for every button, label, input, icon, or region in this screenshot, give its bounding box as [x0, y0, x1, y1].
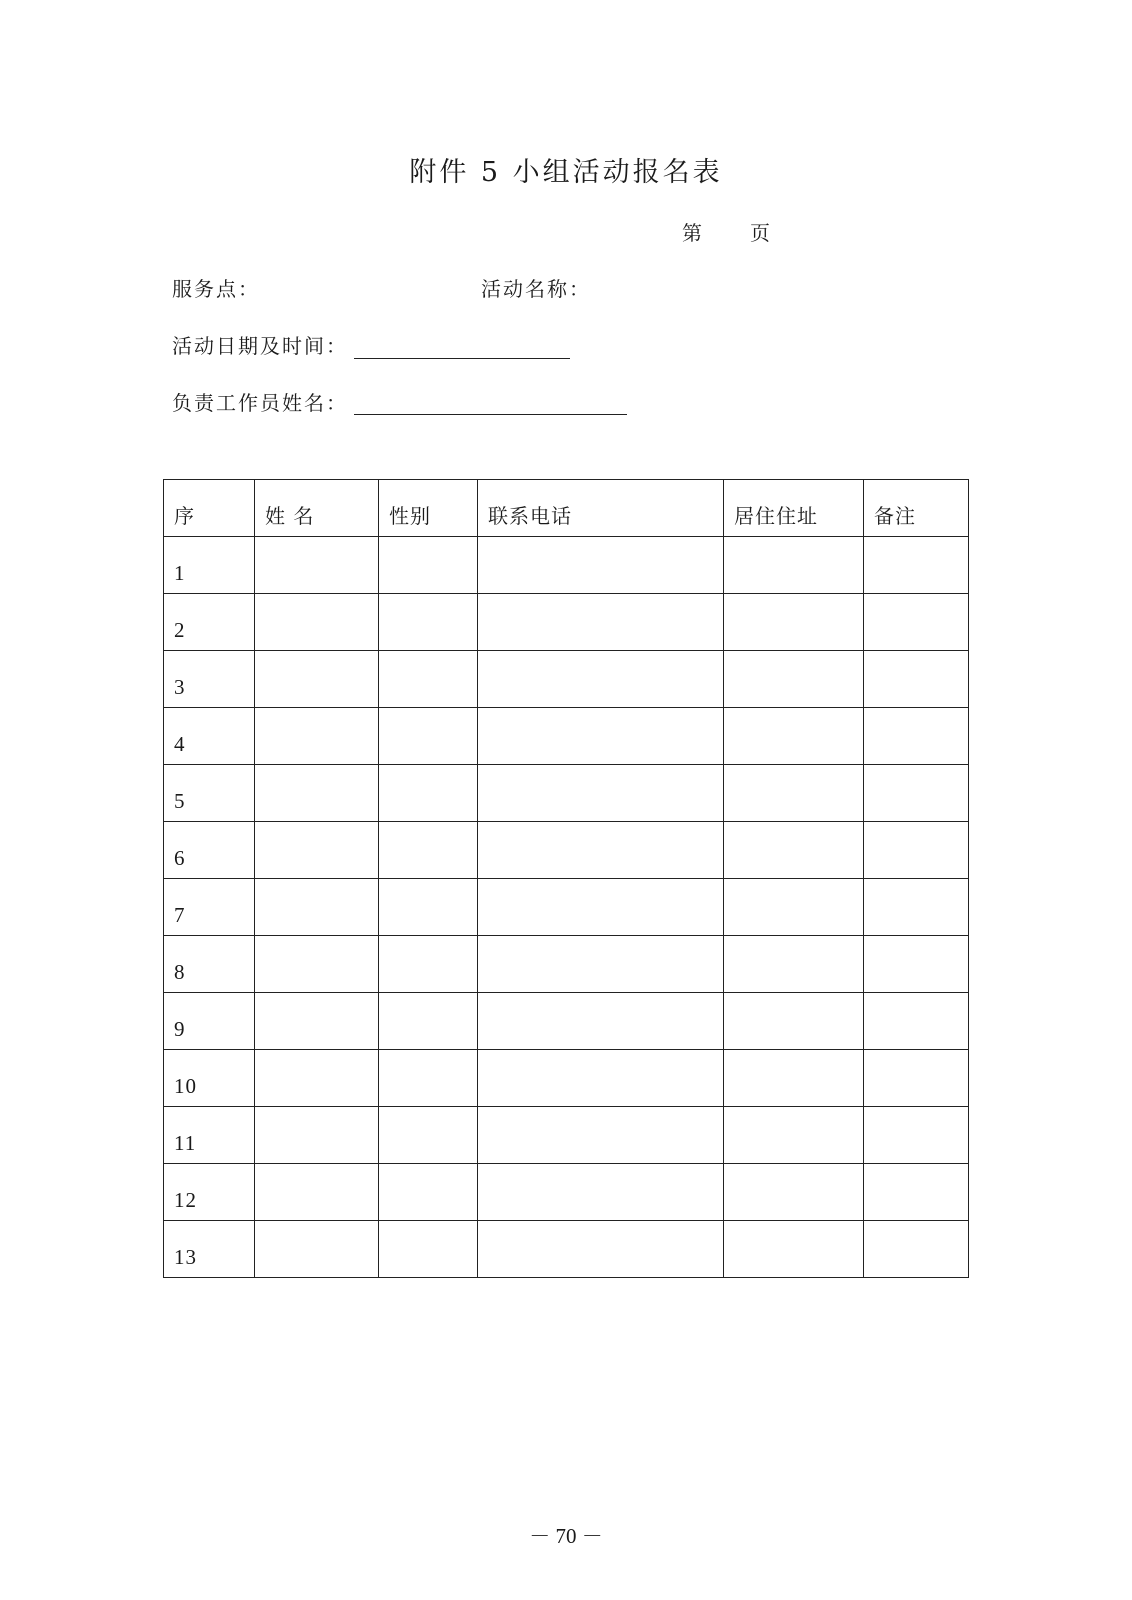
row-index-cell: 5	[164, 765, 255, 822]
address-cell[interactable]	[724, 993, 864, 1050]
remarks-cell[interactable]	[864, 765, 969, 822]
row-index-cell: 10	[164, 1050, 255, 1107]
name-cell[interactable]	[255, 708, 379, 765]
header-gender: 性别	[379, 480, 478, 537]
row-index-cell: 9	[164, 993, 255, 1050]
remarks-cell[interactable]	[864, 936, 969, 993]
staff-name-blank	[354, 414, 627, 415]
address-cell[interactable]	[724, 594, 864, 651]
staff-name-label: 负责工作员姓名：	[172, 391, 348, 415]
gender-cell[interactable]	[379, 1050, 478, 1107]
phone-cell[interactable]	[478, 765, 724, 822]
page-number: － 70 －	[529, 1524, 603, 1548]
row-index-cell: 4	[164, 708, 255, 765]
table-row	[164, 765, 969, 822]
name-cell[interactable]	[255, 1221, 379, 1278]
table-body	[164, 537, 969, 1278]
service-point-label: 服务点：	[172, 277, 260, 301]
remarks-cell[interactable]	[864, 651, 969, 708]
header-address: 居住住址	[724, 480, 864, 537]
table-row	[164, 1107, 969, 1164]
address-cell[interactable]	[724, 879, 864, 936]
gender-cell[interactable]	[379, 1164, 478, 1221]
phone-cell[interactable]	[478, 537, 724, 594]
gender-cell[interactable]	[379, 822, 478, 879]
table-row	[164, 1221, 969, 1278]
row-index-cell: 3	[164, 651, 255, 708]
name-cell[interactable]	[255, 1164, 379, 1221]
name-cell[interactable]	[255, 594, 379, 651]
remarks-cell[interactable]	[864, 1107, 969, 1164]
row-index-cell: 1	[164, 537, 255, 594]
table-row	[164, 993, 969, 1050]
name-cell[interactable]	[255, 936, 379, 993]
row-index-cell: 2	[164, 594, 255, 651]
remarks-cell[interactable]	[864, 1050, 969, 1107]
address-cell[interactable]	[724, 1221, 864, 1278]
registration-table	[163, 479, 969, 1278]
gender-cell[interactable]	[379, 765, 478, 822]
remarks-cell[interactable]	[864, 1164, 969, 1221]
phone-cell[interactable]	[478, 708, 724, 765]
remarks-cell[interactable]	[864, 1221, 969, 1278]
remarks-cell[interactable]	[864, 822, 969, 879]
gender-cell[interactable]	[379, 651, 478, 708]
table-row	[164, 1050, 969, 1107]
remarks-cell[interactable]	[864, 993, 969, 1050]
header-index: 序	[164, 480, 255, 537]
name-cell[interactable]	[255, 1107, 379, 1164]
document-title: 附件 5 小组活动报名表	[409, 157, 723, 188]
row-index-cell: 7	[164, 879, 255, 936]
table-row	[164, 537, 969, 594]
phone-cell[interactable]	[478, 936, 724, 993]
phone-cell[interactable]	[478, 651, 724, 708]
address-cell[interactable]	[724, 765, 864, 822]
page-indicator	[682, 217, 770, 246]
name-cell[interactable]	[255, 993, 379, 1050]
header-remarks: 备注	[864, 480, 969, 537]
remarks-cell[interactable]	[864, 879, 969, 936]
phone-cell[interactable]	[478, 879, 724, 936]
phone-cell[interactable]	[478, 1050, 724, 1107]
gender-cell[interactable]	[379, 879, 478, 936]
row-index-cell: 11	[164, 1107, 255, 1164]
table-row	[164, 708, 969, 765]
header-name: 姓 名	[255, 480, 379, 537]
address-cell[interactable]	[724, 1107, 864, 1164]
gender-cell[interactable]	[379, 708, 478, 765]
phone-cell[interactable]	[478, 1164, 724, 1221]
row-index-cell: 6	[164, 822, 255, 879]
page-label-prefix: 第	[682, 221, 702, 245]
name-cell[interactable]	[255, 822, 379, 879]
table-row	[164, 1164, 969, 1221]
activity-datetime-blank	[354, 358, 570, 359]
header-phone: 联系电话	[478, 480, 724, 537]
table-row	[164, 822, 969, 879]
address-cell[interactable]	[724, 936, 864, 993]
row-index-cell: 13	[164, 1221, 255, 1278]
remarks-cell[interactable]	[864, 708, 969, 765]
address-cell[interactable]	[724, 537, 864, 594]
address-cell[interactable]	[724, 708, 864, 765]
address-cell[interactable]	[724, 1164, 864, 1221]
name-cell[interactable]	[255, 879, 379, 936]
name-cell[interactable]	[255, 537, 379, 594]
gender-cell[interactable]	[379, 537, 478, 594]
activity-datetime-label: 活动日期及时间：	[172, 334, 348, 358]
gender-cell[interactable]	[379, 1107, 478, 1164]
address-cell[interactable]	[724, 1050, 864, 1107]
gender-cell[interactable]	[379, 594, 478, 651]
gender-cell[interactable]	[379, 993, 478, 1050]
activity-name-label: 活动名称：	[481, 277, 591, 301]
name-cell[interactable]	[255, 1050, 379, 1107]
table-row	[164, 879, 969, 936]
phone-cell[interactable]	[478, 993, 724, 1050]
table-row	[164, 936, 969, 993]
remarks-cell[interactable]	[864, 594, 969, 651]
row-index-cell: 8	[164, 936, 255, 993]
phone-cell[interactable]	[478, 1107, 724, 1164]
table-row	[164, 651, 969, 708]
table-row	[164, 594, 969, 651]
table-header-row	[164, 480, 969, 537]
page-label-suffix: 页	[750, 221, 770, 245]
gender-cell[interactable]	[379, 936, 478, 993]
address-cell[interactable]	[724, 822, 864, 879]
name-cell[interactable]	[255, 651, 379, 708]
row-index-cell: 12	[164, 1164, 255, 1221]
remarks-cell[interactable]	[864, 537, 969, 594]
gender-cell[interactable]	[379, 1221, 478, 1278]
name-cell[interactable]	[255, 765, 379, 822]
address-cell[interactable]	[724, 651, 864, 708]
phone-cell[interactable]	[478, 594, 724, 651]
phone-cell[interactable]	[478, 1221, 724, 1278]
phone-cell[interactable]	[478, 822, 724, 879]
